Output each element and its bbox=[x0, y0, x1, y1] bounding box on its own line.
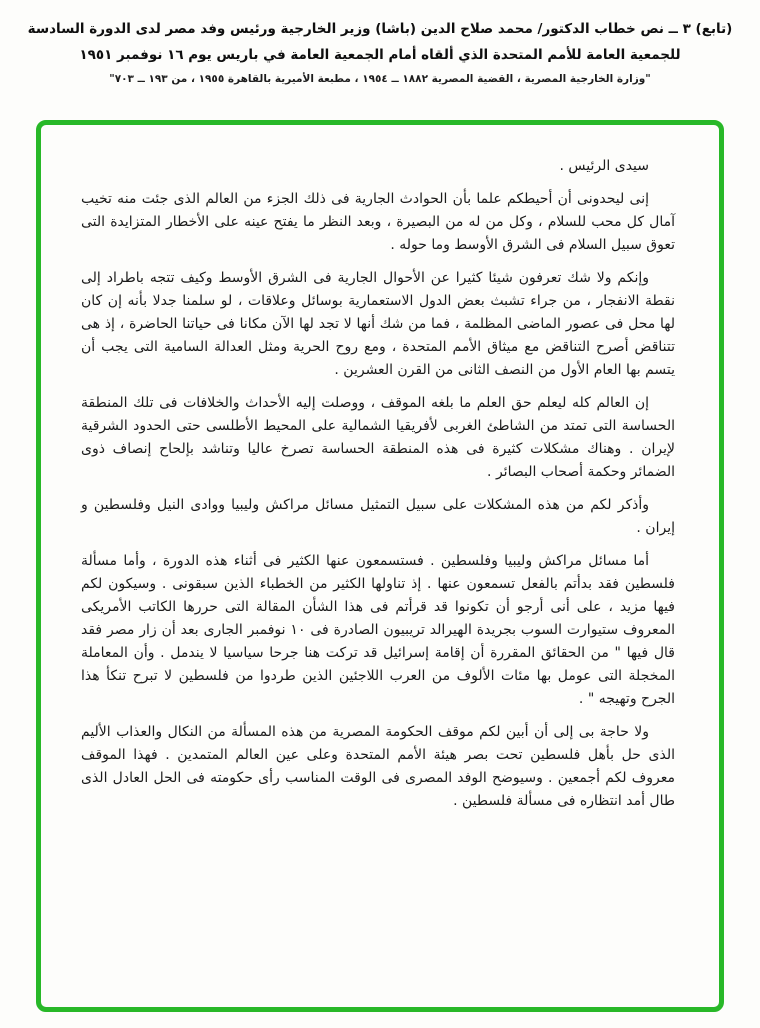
header-title-line-2: للجمعية العامة للأمم المتحدة الذي ألقاه أمام الجمعية العامة في باريس يوم ١٦ نوفمبر ١٩٥١ bbox=[79, 47, 681, 64]
body-paragraph: أما مسائل مراكش وليبيا وفلسطين . فستسمعون عنها الكثير فى أثناء هذه الدورة ، وأما مسألة فلسطين فقد بدأتم بالفعل تسمعون عنها . إذ تناولها الكثير من الخطباء الذين سبقونى . وسيكون لكم فيها مزيد ، على أنى أرجو أن تكونوا قد قرأتم فى هذا الشأن المقالة التى حررها الكاتب الأمريكى المعروف ستيوارت السوب بجريدة الهيرالد تريبيون الصادرة فى ١٠ نوفمبر الجارى بعد أن زار مصر فقد قال فيها " من الحقائق المقررة أن إقامة إسرائيل قد تركت هنا جرحا سياسيا لا يندمل . وأن المعاملة المخجلة التى عومل بها مئات الألوف من العرب اللاجئين الذين طردوا من فلسطين لا تبرح تنكأ هذا الجرح وتهيجه " . bbox=[81, 553, 676, 707]
header-title-line-1: (تابع) ٣ ــ نص خطاب الدكتور/ محمد صلاح الدين (باشا) وزير الخارجية ورئيس وفد مصر لدى الدورة السادسة bbox=[27, 21, 733, 37]
body-paragraph: إنى ليحدونى أن أحيطكم علما بأن الحوادث الجارية فى ذلك الجزء من العالم الذى جئت منه تخيب آمال كل محب للسلام ، وكل من له من البصيرة ، وبعد النظر ما يفتح عينه على الأخطار المتزايدة التى تعوق سبيل السلام فى الشرق الأوسط وما حوله . bbox=[81, 191, 675, 253]
body-paragraph: وإنكم ولا شك تعرفون شيئا كثيرا عن الأحوال الجارية فى الشرق الأوسط وكيف تتجه باطراد إلى نقطة الانفجار ، من جراء تشبث بعض الدول الاستعمارية بوسائل وعلاقات ، لو سلمنا جدلا بأنه إن كان لها محل فى عصور الماضى المظلمة ، فما من شك أنها لا تجد لها الآن مكانا فى حياتنا الحاضرة ، إذ هى تتناقض أصرح التناقض مع ميثاق الأمم المتحدة ، ومع روح الحرية ومثل العدالة السامية التى يجب أن يتسم بها العام الأول من النصف الثانى من القرن العشرين . bbox=[81, 270, 675, 378]
document-body bbox=[41, 125, 719, 813]
document-header bbox=[0, 0, 760, 90]
body-paragraph: ولا حاجة بى إلى أن أبين لكم موقف الحكومة المصرية من هذه المسألة من النكال والعذاب الأليم الذى حل بأهل فلسطين تحت بصر هيئة الأمم المتحدة وعلى عين العالم المتمدين . فهذا الموقف معروف لكم أجمعين . وسيوضح الوفد المصرى فى الوقت المناسب رأى حكومته فى الحل العادل الذى طال أمد انتظاره فى مسألة فلسطين . bbox=[81, 724, 675, 809]
green-border-frame bbox=[36, 120, 724, 1012]
header-citation: "وزارة الخارجية المصرية ، القضية المصرية ١٨٨٢ ــ ١٩٥٤ ، مطبعة الأميرية بالقاهرة ١٩٥٥ ، من ١٩٣ ــ ٧٠٣" bbox=[109, 72, 651, 85]
body-paragraph: وأذكر لكم من هذه المشكلات على سبيل التمثيل مسائل مراكش وليبيا ووادى النيل وفلسطين و إيران . bbox=[81, 497, 675, 536]
salutation: سيدى الرئيس . bbox=[559, 158, 649, 174]
body-paragraph: إن العالم كله ليعلم حق العلم ما بلغه الموقف ، ووصلت إليه الأحداث والخلافات فى تلك المنطقة الحساسة التى تمتد من الشاطئ الغربى لأفريقيا الشمالية على المحيط الأطلسى حتى الحدود الشرقية لإيران . وهناك مشكلات كثيرة فى هذه المنطقة الحساسة تصرخ عاليا وتناشد بإلحاح إنصاف ذوى الضمائر وحكمة أصحاب البصائر . bbox=[81, 395, 675, 480]
